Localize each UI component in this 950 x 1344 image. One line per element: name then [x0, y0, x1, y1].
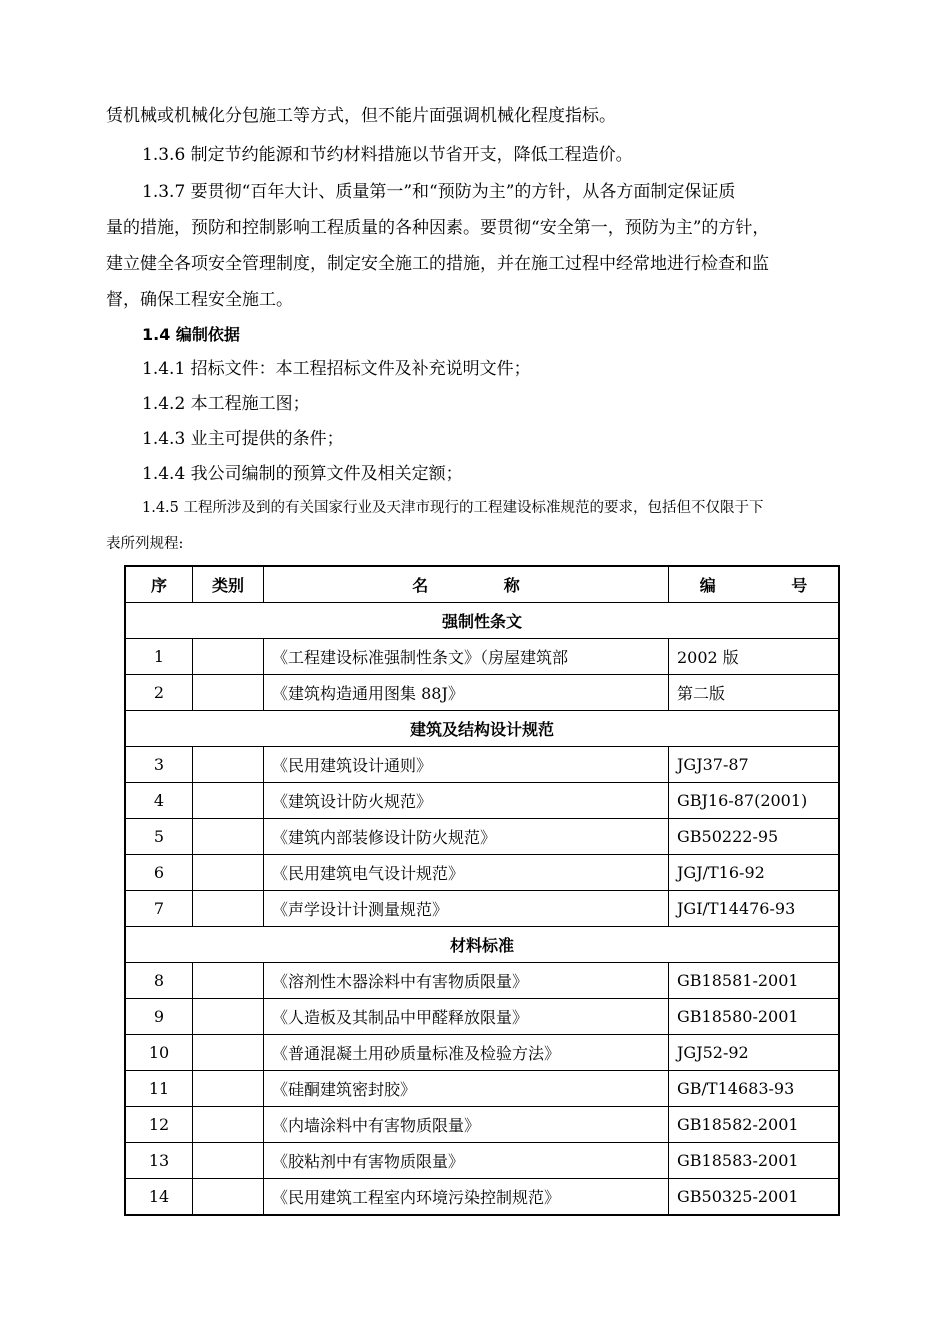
- cell-seq: 3: [125, 747, 193, 783]
- cell-code: JGJ52-92: [669, 1035, 840, 1071]
- cell-seq: 1: [125, 639, 193, 675]
- cell-name: 《建筑设计防火规范》: [264, 783, 669, 819]
- cell-seq: 8: [125, 963, 193, 999]
- cell-seq: 2: [125, 675, 193, 711]
- cell-seq: 4: [125, 783, 193, 819]
- cell-name: 《民用建筑设计通则》: [264, 747, 669, 783]
- cell-code: GB18580-2001: [669, 999, 840, 1035]
- paragraph-1-3-7-line-1: 1.3.7 要贯彻“百年大计、质量第一”和“预防为主”的方针，从各方面制定保证质: [142, 182, 736, 202]
- paragraph-1-3-6: 1.3.6 制定节约能源和节约材料措施以节省开支，降低工程造价。: [142, 145, 633, 165]
- cell-code: GB18583-2001: [669, 1143, 840, 1179]
- cell-code: GB18582-2001: [669, 1107, 840, 1143]
- cell-category: [193, 999, 264, 1035]
- header-seq: 序: [125, 566, 193, 603]
- table-row: [125, 819, 839, 855]
- cell-seq: 10: [125, 1035, 193, 1071]
- paragraph-1-4-2: 1.4.2 本工程施工图；: [142, 394, 310, 414]
- cell-category: [193, 1035, 264, 1071]
- table-row: [125, 675, 839, 711]
- cell-code: GBJ16-87(2001): [669, 783, 840, 819]
- table-row: [125, 1071, 839, 1107]
- cell-name: 《硅酮建筑密封胶》: [264, 1071, 669, 1107]
- cell-name: 《声学设计计测量规范》: [264, 891, 669, 927]
- cell-code: GB18581-2001: [669, 963, 840, 999]
- header-name: 名 称: [264, 566, 669, 603]
- paragraph-1-3-7-line-4: 督，确保工程安全施工。: [106, 290, 293, 310]
- cell-category: [193, 891, 264, 927]
- table-header-row: [125, 566, 839, 603]
- cell-seq: 13: [125, 1143, 193, 1179]
- table-section-row: [125, 927, 839, 963]
- cell-category: [193, 639, 264, 675]
- cell-seq: 12: [125, 1107, 193, 1143]
- cell-code: GB/T14683-93: [669, 1071, 840, 1107]
- cell-category: [193, 675, 264, 711]
- table-row: [125, 1179, 839, 1216]
- table-row: [125, 999, 839, 1035]
- paragraph-1-3-7-line-3: 建立健全各项安全管理制度，制定安全施工的措施，并在施工过程中经常地进行检查和监: [106, 254, 769, 274]
- cell-seq: 5: [125, 819, 193, 855]
- table-row: [125, 1143, 839, 1179]
- cell-name: 《人造板及其制品中甲醛释放限量》: [264, 999, 669, 1035]
- cell-name: 《溶剂性木器涂料中有害物质限量》: [264, 963, 669, 999]
- section-heading-1-4: 1.4 编制依据: [142, 325, 240, 344]
- cell-name: 《建筑构造通用图集 88J》: [264, 675, 669, 711]
- cell-name: 《普通混凝土用砂质量标准及检验方法》: [264, 1035, 669, 1071]
- cell-code: 2002 版: [669, 639, 840, 675]
- cell-name: 《胶粘剂中有害物质限量》: [264, 1143, 669, 1179]
- cell-name: 《民用建筑工程室内环境污染控制规范》: [264, 1179, 669, 1216]
- table-row: [125, 1107, 839, 1143]
- cell-code: JGI/T14476-93: [669, 891, 840, 927]
- cell-category: [193, 1107, 264, 1143]
- table-row: [125, 783, 839, 819]
- cell-code: JGJ/T16-92: [669, 855, 840, 891]
- cell-name: 《建筑内部装修设计防火规范》: [264, 819, 669, 855]
- cell-category: [193, 1071, 264, 1107]
- cell-category: [193, 855, 264, 891]
- paragraph-1-4-1: 1.4.1 招标文件：本工程招标文件及补充说明文件；: [142, 359, 531, 379]
- cell-seq: 14: [125, 1179, 193, 1216]
- cell-category: [193, 1143, 264, 1179]
- cell-category: [193, 747, 264, 783]
- paragraph-1-3-7-line-2: 量的措施，预防和控制影响工程质量的各种因素。要贯彻“安全第一，预防为主”的方针，: [106, 218, 770, 238]
- cell-name: 《民用建筑电气设计规范》: [264, 855, 669, 891]
- cell-name: 《工程建设标准强制性条文》（房屋建筑部: [264, 639, 669, 675]
- cell-category: [193, 819, 264, 855]
- paragraph-1-4-3: 1.4.3 业主可提供的条件；: [142, 429, 344, 449]
- table-section-row: [125, 711, 839, 747]
- paragraph-continuation: 赁机械或机械化分包施工等方式，但不能片面强调机械化程度指标。: [106, 106, 616, 126]
- section-title: 强制性条文: [125, 603, 839, 639]
- cell-seq: 11: [125, 1071, 193, 1107]
- cell-code: GB50325-2001: [669, 1179, 840, 1216]
- cell-name: 《内墙涂料中有害物质限量》: [264, 1107, 669, 1143]
- cell-category: [193, 963, 264, 999]
- cell-code: GB50222-95: [669, 819, 840, 855]
- table-row: [125, 963, 839, 999]
- table-row: [125, 1035, 839, 1071]
- cell-seq: 6: [125, 855, 193, 891]
- section-title: 材料标准: [125, 927, 839, 963]
- table-section-row: [125, 603, 839, 639]
- standards-table: [124, 565, 840, 1216]
- cell-code: 第二版: [669, 675, 840, 711]
- header-category: 类别: [193, 566, 264, 603]
- table-row: [125, 855, 839, 891]
- cell-category: [193, 783, 264, 819]
- cell-category: [193, 1179, 264, 1216]
- section-title: 建筑及结构设计规范: [125, 711, 839, 747]
- header-code: 编 号: [669, 566, 840, 603]
- paragraph-1-4-5-line-1: 1.4.5 工程所涉及到的有关国家行业及天津市现行的工程建设标准规范的要求，包括但不仅限于下: [142, 500, 764, 516]
- cell-code: JGJ37-87: [669, 747, 840, 783]
- paragraph-1-4-4: 1.4.4 我公司编制的预算文件及相关定额；: [142, 464, 463, 484]
- table-row: [125, 891, 839, 927]
- paragraph-1-4-5-line-2: 表所列规程:: [106, 536, 184, 552]
- cell-seq: 7: [125, 891, 193, 927]
- table-row: [125, 747, 839, 783]
- table-row: [125, 639, 839, 675]
- cell-seq: 9: [125, 999, 193, 1035]
